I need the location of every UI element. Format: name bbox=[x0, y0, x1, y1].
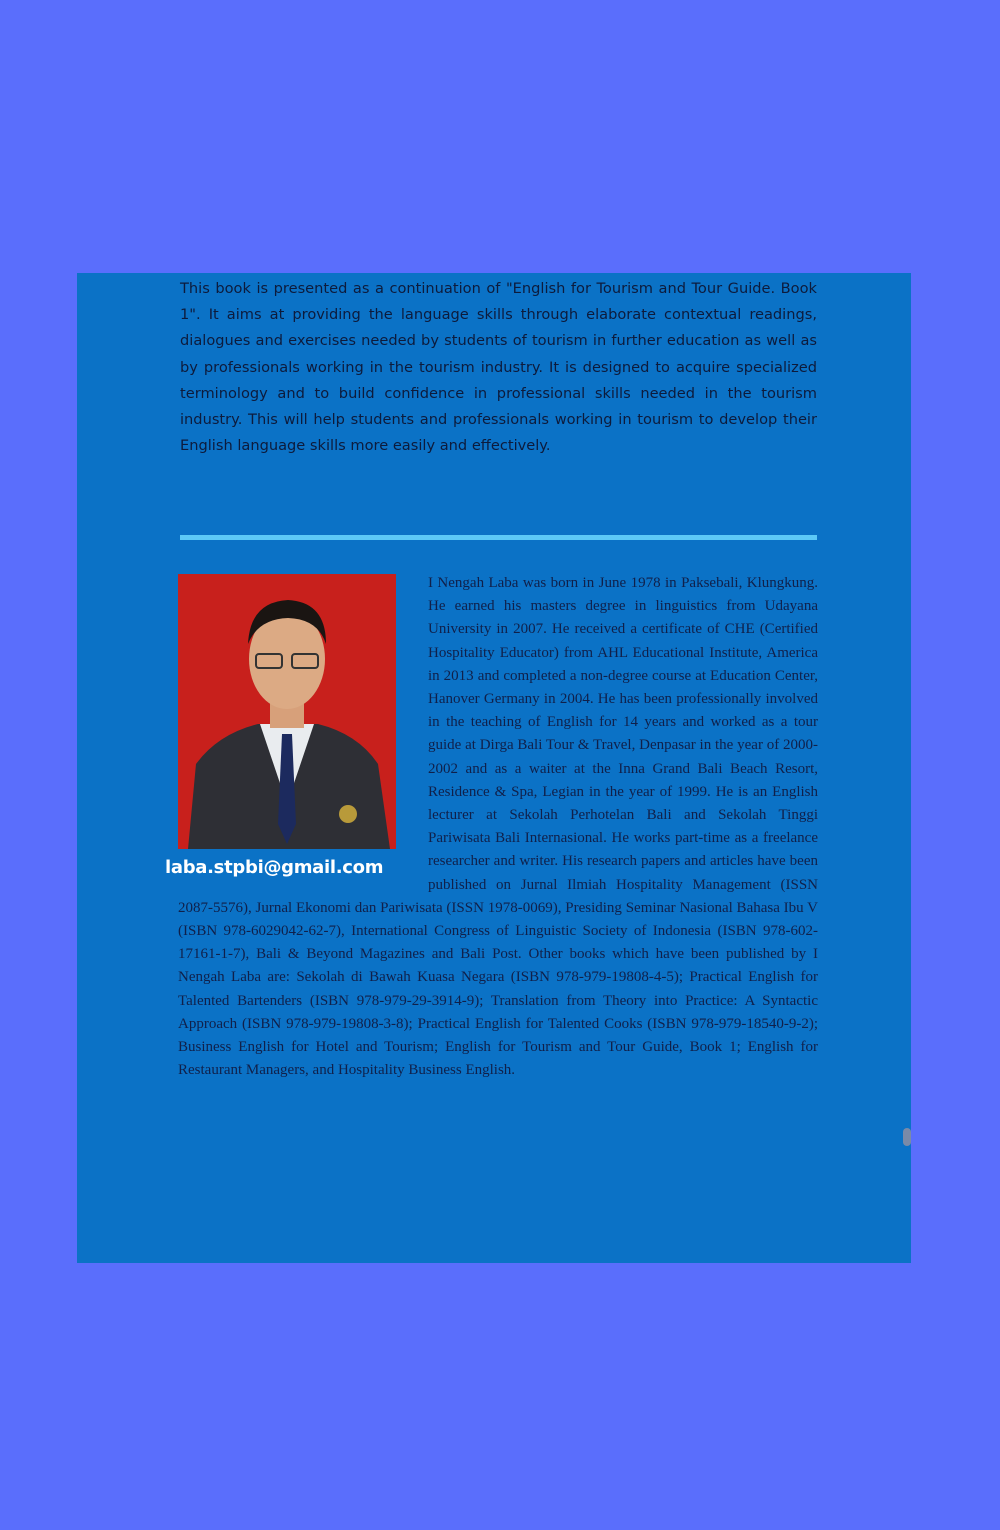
page-marker bbox=[903, 1128, 911, 1146]
book-description: This book is presented as a continuation of "English for Tourism and Tour Guide. Book 1". It aims at providing the language skills through elaborate contextual readings, dialogues and exercises needed by students of tourism in further education as well as by professionals working in the tourism industry. It is designed to acquire specialized terminology and to build confidence in professional skills needed in the tourism industry. This will help students and professionals working in tourism to develop their English language skills more easily and effectively. bbox=[180, 280, 817, 455]
author-email: laba.stpbi@gmail.com bbox=[165, 857, 384, 878]
author-photo bbox=[178, 574, 396, 849]
divider bbox=[180, 535, 817, 540]
author-bio: I Nengah Laba was born in June 1978 in Paksebali, Klungkung. He earned his masters degree in linguistics from Udayana University in 2007. He received a certificate of CHE (Certified Hospitality Educator) from AHL Educational Institute, America in 2013 and completed a non-degree course at Education Center, Hanover Germany in 2004. He has been professionally involved in the teaching of English for 14 years and worked as a tour guide at Dirga Bali Tour & Travel, Denpasar in the year of 2000-2002 and as a waiter at the Inna Grand Bali Beach Resort, Residence & Spa, Legian in the year of 1999. He is an English lecturer at Sekolah Perhotelan Bali and Sekolah Tinggi Pariwisata Bali Internasional. He works part-time as a freelance researcher and writer. His research papers and articles have been published on Jurnal Ilmiah Hospitality Management (ISSN 2087-5576), Jurnal Ekonomi dan Pariwisata (ISSN 1978-0069), Presiding Seminar Nasional Bahasa Ibu V (ISBN 978-6029042-62-7), International Congress of Linguistic Society of Indonesia (ISBN 978-602-17161-1-7), Bali & Beyond Magazines and Bali Post. Other books which have been published by I Nengah Laba are: Sekolah di Bawah Kuasa Negara (ISBN 978-979-19808-4-5); Practical English for Talented Bartenders (ISBN 978-979-29-3914-9); Translation from Theory into Practice: A Syntactic Approach (ISBN 978-979-19808-3-8); Practical English for Talented Cooks (ISBN 978-979-18540-9-2); Business English for Hotel and Tourism; English for Tourism and Tour Guide, Book 1; English for Restaurant Managers, and Hospitality Business English. bbox=[178, 575, 818, 1079]
author-photo-block bbox=[165, 572, 428, 892]
author-section bbox=[165, 572, 818, 1082]
